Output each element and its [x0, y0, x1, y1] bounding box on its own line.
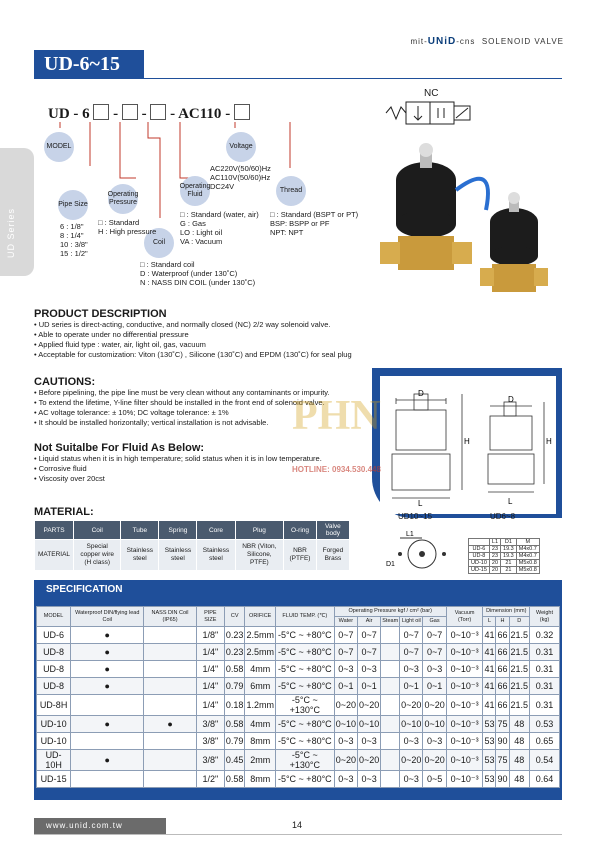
spec-cell: UD-10H: [37, 750, 71, 771]
dim-label-d2: D: [508, 395, 514, 404]
footer-url: www.unid.com.tw: [34, 818, 166, 834]
dim-cell: 23: [489, 553, 500, 560]
spec-cell: 0~10⁻³: [446, 716, 483, 733]
spec-cell: 48: [509, 750, 530, 771]
spec-cell: [381, 661, 400, 678]
spec-cell: 3/8": [196, 716, 224, 733]
material-header: Spring: [159, 521, 197, 540]
dim-cell: 20: [489, 567, 500, 574]
spec-cell: 0~1: [334, 678, 357, 695]
spec-cell: 0~10⁻³: [446, 661, 483, 678]
material-cell: NBR (PTFE): [284, 540, 317, 571]
spec-row: [37, 695, 560, 716]
spec-header-dimension: Dimension (mm): [483, 607, 530, 617]
spec-cell: 0~10: [357, 716, 380, 733]
spec-cell: 3/8": [196, 733, 224, 750]
spec-cell: UD-8H: [37, 695, 71, 716]
side-tab-label: UD Series: [6, 207, 16, 258]
model-dash: -: [73, 106, 79, 122]
pipe-size-bubble: Pipe Size: [58, 190, 88, 220]
spec-cell: 2mm: [245, 750, 276, 771]
spec-cell: ●: [144, 716, 196, 733]
coil-options: □ : Standard coil D : Waterproof (under 130˚C) N : NASS DIN COIL (under 130˚C): [140, 260, 256, 287]
dim-header: D1: [501, 539, 517, 546]
spec-cell: 48: [509, 733, 530, 750]
caution-item: • Before pipelining, the pipe line must be very clean without any contaminants or impurity.: [34, 388, 374, 398]
spec-cell: 0.31: [530, 695, 560, 716]
material-header: Coil: [74, 521, 121, 540]
spec-cell: 75: [496, 750, 509, 771]
spec-cell: 0~20: [400, 750, 423, 771]
spec-cell: 41: [483, 661, 496, 678]
fluid-bubble: Operating Fluid: [180, 176, 210, 206]
dimension-drawing: [384, 380, 554, 510]
spec-cell: 0.53: [530, 716, 560, 733]
spec-cell: [381, 771, 400, 788]
not-suitable-title: Not Suitalbe For Fluid As Below:: [34, 442, 205, 454]
spec-cell: 0~10: [334, 716, 357, 733]
spec-header-d: D: [509, 617, 530, 627]
spec-cell: 53: [483, 771, 496, 788]
material-cell: Forged Brass: [316, 540, 349, 571]
spec-row: [37, 771, 560, 788]
dim-label-d1: D1: [386, 561, 395, 568]
spec-cell: [381, 750, 400, 771]
spec-cell: -5°C ~ +80°C: [275, 771, 334, 788]
spec-cell: 41: [483, 644, 496, 661]
spec-header-pressure: Operating Pressure kgf / cm² (bar): [334, 607, 446, 617]
spec-cell: 0~20: [357, 750, 380, 771]
page-number: 14: [292, 820, 303, 830]
spec-cell: UD-15: [37, 771, 71, 788]
model-prefix: UD: [48, 106, 70, 122]
cautions-title: CAUTIONS:: [34, 376, 96, 388]
model-voltage: AC110: [178, 106, 222, 122]
dim-label-h2: H: [546, 437, 552, 446]
spec-cell: 0.31: [530, 661, 560, 678]
brand-logo-right: -cns: [456, 37, 476, 46]
dim-label-l: L: [418, 499, 423, 508]
spec-cell: [381, 733, 400, 750]
spec-cell: 2.5mm: [245, 627, 276, 644]
spec-cell: 0.58: [224, 716, 245, 733]
spec-cell: 0.23: [224, 644, 245, 661]
spec-cell: 0~5: [423, 771, 446, 788]
brand-logo-left: mit-: [410, 37, 428, 46]
brand-logo: UNiD: [427, 36, 457, 47]
spec-header-temp: FLUID TEMP. (℃): [275, 607, 334, 627]
spec-header-cv: CV: [224, 607, 245, 627]
spec-cell: 0~10⁻³: [446, 627, 483, 644]
spec-cell: UD-8: [37, 678, 71, 695]
spec-cell: 0~20: [334, 695, 357, 716]
material-title: MATERIAL:: [34, 506, 94, 518]
spec-cell: -5°C ~ +80°C: [275, 644, 334, 661]
dim-cell: M5x0.8: [516, 567, 539, 574]
dim-label-h: H: [464, 437, 470, 446]
spec-cell: [144, 695, 196, 716]
spec-cell: 1.2mm: [245, 695, 276, 716]
spec-cell: -5°C ~ +130°C: [275, 750, 334, 771]
dim-cell: 19.3: [501, 546, 517, 553]
spec-cell: [144, 678, 196, 695]
spec-cell: 0~3: [334, 771, 357, 788]
spec-cell: 8mm: [245, 771, 276, 788]
spec-cell: 0~20: [357, 695, 380, 716]
spec-cell: [381, 627, 400, 644]
spec-cell: -5°C ~ +130°C: [275, 695, 334, 716]
product-desc-item: • UD series is direct-acting, conductive, and normally closed (NC) 2/2 way solenoid valve.: [34, 320, 364, 330]
footer-rule: [34, 834, 562, 835]
spec-header-l: L: [483, 617, 496, 627]
watermark: PHN: [292, 393, 381, 439]
dim-cell: 19.3: [501, 553, 517, 560]
spec-header-gas: Gas: [423, 617, 446, 627]
material-cell: NBR (Viton, Silicone, PTFE): [235, 540, 284, 571]
product-desc-item: • Applied fluid type : water, air, light oil, gas, vacuum: [34, 340, 364, 350]
spec-cell: UD-6: [37, 627, 71, 644]
spec-cell: 48: [509, 771, 530, 788]
not-suitable-item: • Viscosity over 20cst: [34, 474, 364, 484]
spec-cell: ●: [71, 661, 144, 678]
caution-item: • AC voltage tolerance: ± 10%; DC voltage tolerance: ± 1%: [34, 408, 374, 418]
spec-cell: 1/4": [196, 678, 224, 695]
spec-cell: 66: [496, 627, 509, 644]
model-size: 6: [82, 106, 90, 122]
thread-bubble: Thread: [276, 176, 306, 206]
spec-cell: 0~3: [357, 733, 380, 750]
product-desc-item: • Acceptable for customization: Viton (130˚C) , Silicone (130˚C) and EPDM (130˚C) for seal plug: [34, 350, 364, 360]
spec-cell: -5°C ~ +80°C: [275, 678, 334, 695]
spec-cell: 21.5: [509, 661, 530, 678]
spec-cell: 0~7: [357, 644, 380, 661]
dim-cell: UD-8: [469, 553, 490, 560]
spec-cell: 0~20: [400, 695, 423, 716]
spec-cell: 21.5: [509, 695, 530, 716]
thread-options: □ : Standard (BSPT or PT) BSP: BSPP or PF NPT: NPT: [270, 210, 359, 237]
spec-cell: 0.65: [530, 733, 560, 750]
model-code: UD - 6 - - - AC110 -: [48, 104, 250, 123]
caution-item: • To extend the lifetime, Y-line filter should be installed in the front end of solenoid valve.: [34, 398, 374, 408]
spec-cell: 1/4": [196, 644, 224, 661]
spec-cell: 0~3: [400, 661, 423, 678]
spec-cell: ●: [71, 644, 144, 661]
spec-cell: 0.31: [530, 678, 560, 695]
spec-cell: 0~3: [400, 733, 423, 750]
spec-cell: 0~7: [400, 644, 423, 661]
spec-cell: [71, 771, 144, 788]
spec-row: [37, 661, 560, 678]
spec-cell: 75: [496, 716, 509, 733]
spec-cell: 0.54: [530, 750, 560, 771]
spec-cell: 41: [483, 678, 496, 695]
spec-header-oil: Light oil: [400, 617, 423, 627]
spec-cell: 0~7: [400, 627, 423, 644]
spec-cell: [71, 695, 144, 716]
spec-cell: 0~7: [423, 644, 446, 661]
spec-title: SPECIFICATION: [46, 584, 123, 595]
pressure-options: □ : Standard H : High pressure: [98, 218, 157, 236]
spec-cell: ●: [71, 716, 144, 733]
spec-cell: 6mm: [245, 678, 276, 695]
valve-product-photo: [364, 140, 564, 310]
spec-row: [37, 644, 560, 661]
spec-cell: 0~1: [357, 678, 380, 695]
product-desc-title: PRODUCT DESCRIPTION: [34, 308, 167, 320]
dim-label-l2: L: [508, 497, 513, 506]
spec-cell: [381, 678, 400, 695]
spec-cell: UD-10: [37, 716, 71, 733]
spec-header-h: H: [496, 617, 509, 627]
spec-header-water: Water: [334, 617, 357, 627]
material-header: Tube: [121, 521, 159, 540]
spec-cell: 8mm: [245, 733, 276, 750]
spec-cell: 0~3: [357, 661, 380, 678]
material-cell: Special copper wire (H class): [74, 540, 121, 571]
dim-cell: M4x0.7: [516, 546, 539, 553]
spec-cell: 0~10⁻³: [446, 771, 483, 788]
dim-cell: UD-10: [469, 560, 490, 567]
spec-cell: [381, 695, 400, 716]
spec-cell: 21.5: [509, 627, 530, 644]
spec-cell: 1/8": [196, 627, 224, 644]
spec-cell: 0~3: [334, 661, 357, 678]
spec-cell: 1/4": [196, 661, 224, 678]
spec-cell: [144, 750, 196, 771]
spec-row: [37, 627, 560, 644]
material-header: Core: [197, 521, 235, 540]
nc-valve-symbol: [382, 98, 490, 128]
material-cell: Stainless steel: [197, 540, 235, 571]
dim-cell: UD-6: [469, 546, 490, 553]
fluid-options: □ : Standard (water, air) G : Gas LO : Light oil VA : Vacuum: [180, 210, 259, 246]
material-header: Plug: [235, 521, 284, 540]
spec-cell: 0~10: [423, 716, 446, 733]
spec-cell: 0~1: [400, 678, 423, 695]
spec-cell: -5°C ~ +80°C: [275, 661, 334, 678]
spec-cell: [71, 733, 144, 750]
spec-cell: 1/4": [196, 695, 224, 716]
spec-header-weight: Weight (kg): [530, 607, 560, 627]
dim-header: [469, 539, 490, 546]
spec-cell: 0~7: [334, 627, 357, 644]
diagram-label-ud10-15: UD10~15: [398, 512, 433, 521]
spec-cell: 0.32: [530, 627, 560, 644]
spec-cell: [144, 771, 196, 788]
spec-header-air: Air: [357, 617, 380, 627]
spec-cell: [144, 661, 196, 678]
spec-cell: 53: [483, 750, 496, 771]
spec-cell: ●: [71, 627, 144, 644]
spec-cell: 21.5: [509, 644, 530, 661]
dim-header: M: [516, 539, 539, 546]
spec-cell: 2.5mm: [245, 644, 276, 661]
title-rule: [34, 78, 562, 79]
spec-cell: 0~10⁻³: [446, 750, 483, 771]
material-cell: Stainless steel: [121, 540, 159, 571]
spec-cell: 0~7: [423, 627, 446, 644]
spec-header-orifice: ORIFICE: [245, 607, 276, 627]
spec-cell: 66: [496, 678, 509, 695]
hotline-watermark: HOTLINE: 0934.530.448: [292, 465, 381, 474]
dim-label-l1: L1: [406, 531, 414, 538]
spec-cell: 0~7: [334, 644, 357, 661]
spec-header-waterproof: Waterproof DIN/flying lead Coil: [71, 607, 144, 627]
dim-cell: M4x0.7: [516, 553, 539, 560]
voltage-options: AC220V(50/60)Hz AC110V(50/60)Hz DC24V: [210, 164, 271, 191]
spec-cell: UD-8: [37, 661, 71, 678]
spec-cell: 21.5: [509, 678, 530, 695]
dim-cell: 21: [501, 567, 517, 574]
spec-cell: 0~7: [357, 627, 380, 644]
spec-cell: 53: [483, 716, 496, 733]
spec-cell: 41: [483, 627, 496, 644]
dim-cell: UD-15: [469, 567, 490, 574]
spec-cell: 66: [496, 644, 509, 661]
spec-header-steam: Steam: [381, 617, 400, 627]
spec-cell: 0~10⁻³: [446, 695, 483, 716]
dim-header: L1: [489, 539, 500, 546]
spec-cell: 4mm: [245, 661, 276, 678]
brand-header: [410, 36, 564, 47]
spec-cell: ●: [71, 678, 144, 695]
bottom-view-drawing: [382, 526, 462, 576]
spec-cell: 0~3: [400, 771, 423, 788]
spec-cell: UD-8: [37, 644, 71, 661]
dim-cell: 20: [489, 560, 500, 567]
spec-header-nass: NASS DIN Coil (IP65): [144, 607, 196, 627]
nc-label: NC: [424, 88, 439, 99]
dim-cell: 21: [501, 560, 517, 567]
spec-row: [37, 716, 560, 733]
spec-cell: 41: [483, 695, 496, 716]
spec-cell: 3/8": [196, 750, 224, 771]
voltage-bubble: Voltage: [226, 132, 256, 162]
material-table: [34, 520, 350, 571]
spec-cell: [144, 644, 196, 661]
coil-bubble: Coil: [144, 228, 174, 258]
spec-cell: -5°C ~ +80°C: [275, 716, 334, 733]
spec-table: [36, 606, 560, 788]
dim-cell: M5x0.8: [516, 560, 539, 567]
spec-cell: 0~20: [423, 750, 446, 771]
spec-cell: 0.45: [224, 750, 245, 771]
spec-cell: ●: [71, 750, 144, 771]
model-bubble: MODEL: [44, 132, 74, 162]
spec-cell: 0.31: [530, 644, 560, 661]
dimension-table: [468, 538, 540, 574]
pipe-size-options: 6 : 1/8" 8 : 1/4" 10 : 3/8" 15 : 1/2": [60, 222, 88, 258]
spec-header-model: MODEL: [37, 607, 71, 627]
spec-cell: 0.23: [224, 627, 245, 644]
material-cell: Stainless steel: [159, 540, 197, 571]
spec-cell: [144, 627, 196, 644]
spec-cell: 0~10⁻³: [446, 733, 483, 750]
side-tab: [0, 148, 34, 276]
not-suitable-item: • Corrosive fluid: [34, 464, 364, 474]
spec-cell: 0.18: [224, 695, 245, 716]
product-desc-list: [34, 320, 364, 360]
spec-cell: 0~3: [334, 733, 357, 750]
spec-cell: 0.79: [224, 678, 245, 695]
spec-header-vacuum: Vacuum (Torr): [446, 607, 483, 627]
spec-cell: 0.64: [530, 771, 560, 788]
material-header: O-ring: [284, 521, 317, 540]
material-cell: MATERIAL: [35, 540, 74, 571]
spec-cell: 66: [496, 661, 509, 678]
dim-cell: 23: [489, 546, 500, 553]
spec-header-pipe: PIPE SIZE: [196, 607, 224, 627]
spec-cell: 0~10: [400, 716, 423, 733]
spec-cell: 90: [496, 733, 509, 750]
material-header: PARTS: [35, 521, 74, 540]
page-title: UD-6~15: [34, 50, 144, 78]
spec-cell: 0~10⁻³: [446, 678, 483, 695]
spec-row: [37, 750, 560, 771]
not-suitable-item: • Liquid status when it is in high temperature; solid status when it is in low temperature.: [34, 454, 364, 464]
spec-cell: 0.58: [224, 771, 245, 788]
spec-cell: 0~3: [357, 771, 380, 788]
spec-cell: -5°C ~ +80°C: [275, 733, 334, 750]
spec-cell: 90: [496, 771, 509, 788]
spec-cell: 0~20: [423, 695, 446, 716]
material-header: Valve body: [316, 521, 349, 540]
spec-cell: 0~3: [423, 733, 446, 750]
spec-body: [37, 627, 560, 788]
spec-row: [37, 733, 560, 750]
diagram-label-ud6-8: UD6~8: [490, 512, 516, 521]
spec-cell: [381, 644, 400, 661]
spec-cell: 0~10⁻³: [446, 644, 483, 661]
spec-cell: UD-10: [37, 733, 71, 750]
pressure-bubble: Operating Pressure: [108, 184, 138, 214]
spec-cell: 0.79: [224, 733, 245, 750]
spec-cell: 48: [509, 716, 530, 733]
dim-label-d: D: [418, 389, 424, 398]
spec-cell: [381, 716, 400, 733]
spec-cell: 0~20: [334, 750, 357, 771]
spec-cell: 66: [496, 695, 509, 716]
product-desc-item: • Able to operate under no differential pressure: [34, 330, 364, 340]
spec-cell: 0~1: [423, 678, 446, 695]
spec-cell: 53: [483, 733, 496, 750]
spec-cell: 1/2": [196, 771, 224, 788]
brand-label: SOLENOID VALVE: [481, 37, 564, 46]
spec-cell: -5°C ~ +80°C: [275, 627, 334, 644]
spec-cell: [144, 733, 196, 750]
spec-row: [37, 678, 560, 695]
caution-item: • It should be installed horizontally; vertical installation is not advisable.: [34, 418, 374, 428]
spec-cell: 0~3: [423, 661, 446, 678]
spec-cell: 4mm: [245, 716, 276, 733]
spec-cell: 0.58: [224, 661, 245, 678]
